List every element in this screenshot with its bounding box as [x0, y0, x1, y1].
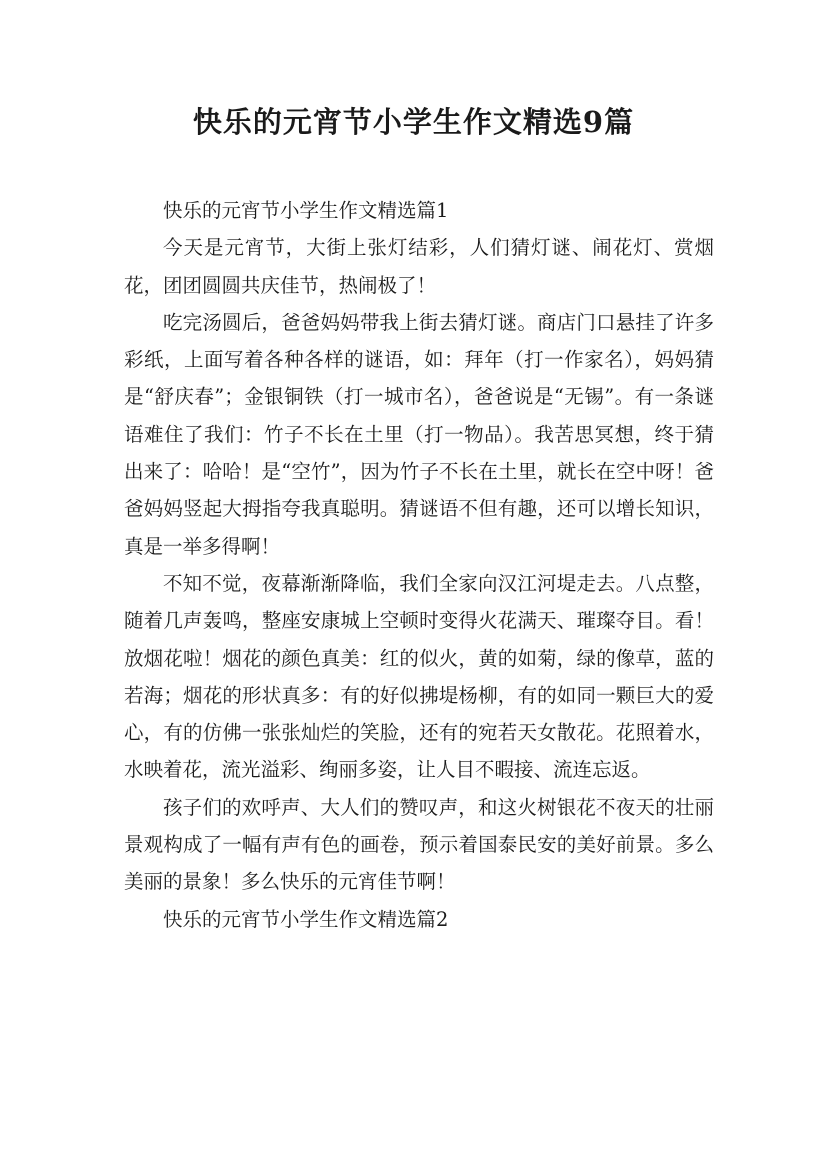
document-title: 快乐的元宵节小学生作文精选9篇: [192, 105, 635, 139]
paragraph-4: 孩子们的欢呼声、大人们的赞叹声，和这火树银花不夜天的壮丽景观构成了一幅有声有色的画卷，预示着国泰民安的美好前景。多么美丽的景象！多么快乐的元宵佳节啊！: [124, 795, 714, 894]
section-heading-1: 快乐的元宵节小学生作文精选篇1: [163, 199, 449, 222]
section-heading-2: 快乐的元宵节小学生作文精选篇2: [163, 907, 449, 931]
paragraph-3: 不知不觉，夜幕渐渐降临，我们全家向汉江河堤走去。八点整，随着几声轰鸣，整座安康城上空顿时变得火花满天、璀璨夺目。看！放烟花啦！烟花的颜色真美：红的似火，黄的如菊，绿的像草，蓝的若海；烟花的形状真多：有的好似拂堤杨柳，有的如同一颗巨大的爱心，有的仿佛一张张灿烂的笑脸，还有的宛若天女散花。花照着水，水映着花，流光溢彩、绚丽多姿，让人目不暇接、流连忘返。: [124, 571, 714, 782]
document-body: [124, 192, 714, 938]
paragraph-1: 今天是元宵节，大街上张灯结彩，人们猜灯谜、闹花灯、赏烟花，团团圆圆共庆佳节，热闹极了！: [124, 236, 714, 297]
paragraph-2: 吃完汤圆后，爸爸妈妈带我上街去猜灯谜。商店门口悬挂了许多彩纸，上面写着各种各样的谜语，如：拜年（打一作家名），妈妈猜是“舒庆春”；金银铜铁（打一城市名），爸爸说是“无锡”。有一条谜语难住了我们：竹子不长在土里（打一物品）。我苦思冥想，终于猜出来了：哈哈！是“空竹”，因为竹子不长在土里，就长在空中呀！爸爸妈妈竖起大拇指夸我真聪明。猜谜语不但有趣，还可以增长知识，真是一举多得啊！: [124, 310, 714, 558]
